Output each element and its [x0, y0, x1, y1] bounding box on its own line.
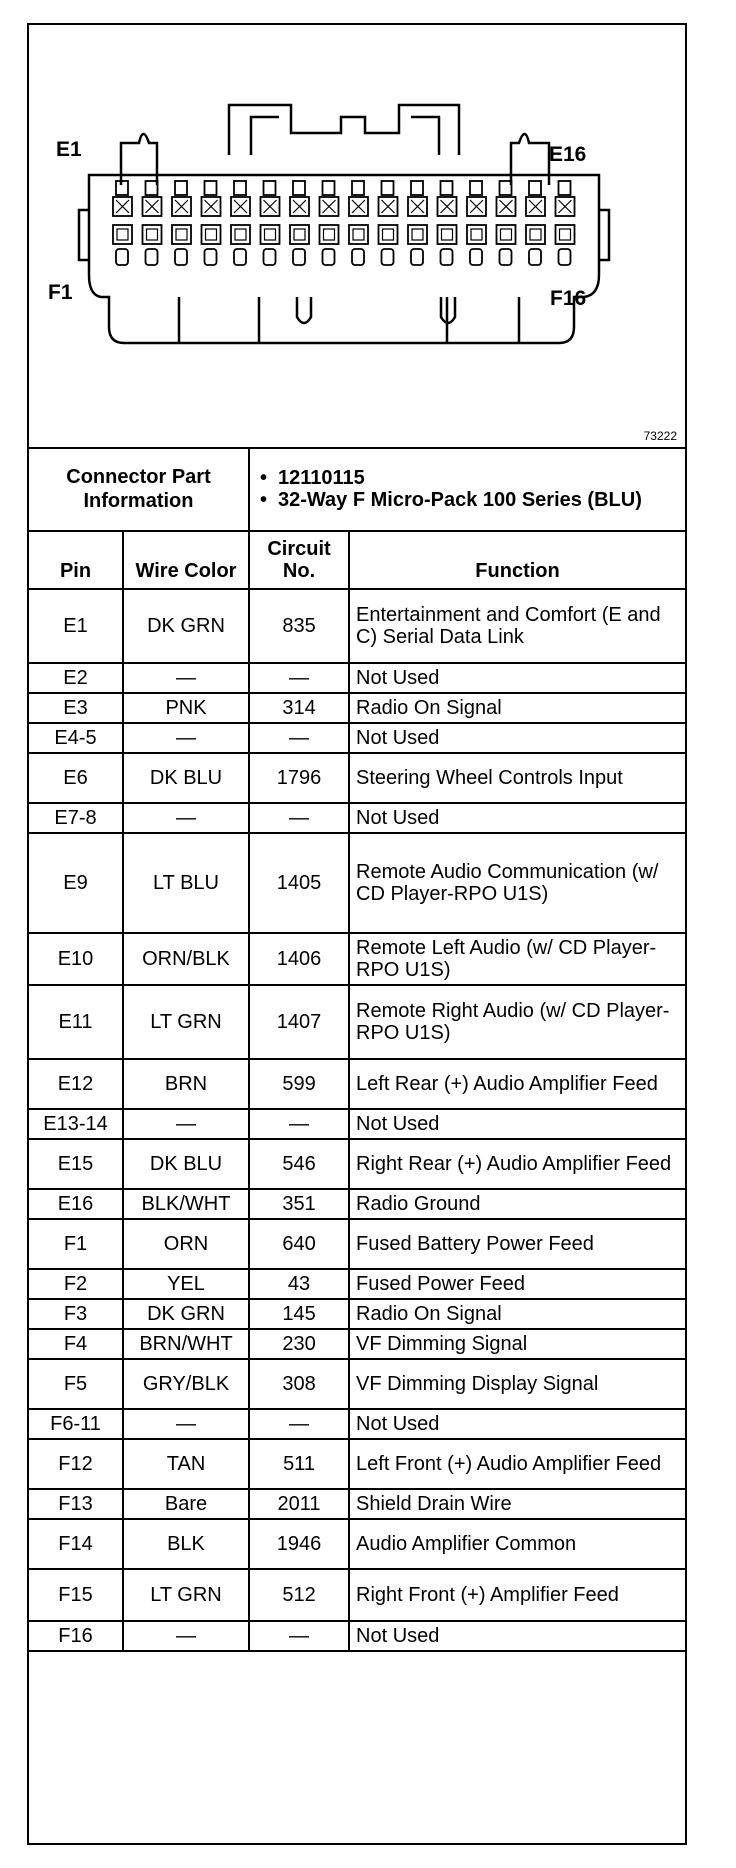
- function-cell: Shield Drain Wire: [349, 1489, 685, 1519]
- pin-cell: E10: [29, 933, 123, 985]
- wire-color-cell: —: [123, 803, 249, 833]
- terminal-tab: [234, 181, 246, 195]
- terminal-bottom-tab: [500, 249, 512, 265]
- wire-color-cell: ORN: [123, 1219, 249, 1269]
- circuit-cell: 314: [249, 693, 349, 723]
- terminal-e-mark: [352, 200, 365, 213]
- pin-cell: E15: [29, 1139, 123, 1189]
- terminal-e-mark: [470, 200, 483, 213]
- table-row: [29, 723, 685, 753]
- function-cell: Not Used: [349, 1621, 685, 1651]
- header-wire-color: Wire Color: [123, 531, 249, 589]
- wire-color-cell: DK GRN: [123, 1299, 249, 1329]
- terminal-f: [526, 225, 545, 244]
- terminal-f: [467, 225, 486, 244]
- terminal-e-mark: [411, 200, 424, 213]
- circuit-cell: 1407: [249, 985, 349, 1059]
- circuit-cell: —: [249, 803, 349, 833]
- terminal-bottom-tab: [264, 249, 276, 265]
- wire-color-cell: DK GRN: [123, 589, 249, 663]
- terminal-tab: [411, 181, 423, 195]
- function-cell: VF Dimming Display Signal: [349, 1359, 685, 1409]
- circuit-cell: 351: [249, 1189, 349, 1219]
- terminal-tab: [146, 181, 158, 195]
- wire-color-cell: YEL: [123, 1269, 249, 1299]
- circuit-cell: —: [249, 1409, 349, 1439]
- wire-color-cell: —: [123, 663, 249, 693]
- function-cell: Radio Ground: [349, 1189, 685, 1219]
- terminal-tab: [500, 181, 512, 195]
- table-row: [29, 1359, 685, 1409]
- function-cell: Entertainment and Comfort (E and C) Serial Data Link: [349, 589, 685, 663]
- table-row: [29, 663, 685, 693]
- terminal-tab: [264, 181, 276, 195]
- connector-diagram: [29, 25, 685, 449]
- terminal-f-mark: [294, 229, 305, 240]
- terminal-f: [261, 225, 280, 244]
- terminal-f-mark: [412, 229, 423, 240]
- circuit-cell: 1406: [249, 933, 349, 985]
- connector-side-tab-left: [79, 210, 89, 260]
- wire-color-cell: —: [123, 1109, 249, 1139]
- wire-color-cell: —: [123, 723, 249, 753]
- terminal-f: [202, 225, 221, 244]
- pin-cell: E2: [29, 663, 123, 693]
- wire-color-cell: DK BLU: [123, 1139, 249, 1189]
- terminal-e-mark: [382, 200, 395, 213]
- wire-color-cell: LT GRN: [123, 1569, 249, 1621]
- function-cell: Fused Battery Power Feed: [349, 1219, 685, 1269]
- pin-cell: E1: [29, 589, 123, 663]
- terminal-bottom-tab: [205, 249, 217, 265]
- table-row: [29, 803, 685, 833]
- circuit-cell: 145: [249, 1299, 349, 1329]
- terminal-bottom-tab: [323, 249, 335, 265]
- function-cell: Left Rear (+) Audio Amplifier Feed: [349, 1059, 685, 1109]
- terminal-bottom-tab: [146, 249, 158, 265]
- terminal-e-mark: [116, 200, 129, 213]
- pinout-table: [29, 447, 685, 1652]
- wire-color-cell: BRN/WHT: [123, 1329, 249, 1359]
- pin-cell: F4: [29, 1329, 123, 1359]
- table-row: [29, 985, 685, 1059]
- label-f16: F16: [550, 287, 587, 310]
- wire-color-cell: ORN/BLK: [123, 933, 249, 985]
- terminal-f-mark: [147, 229, 158, 240]
- terminal-e-mark: [175, 200, 188, 213]
- connector-key-left: [297, 297, 311, 323]
- terminal-e-mark: [500, 200, 513, 213]
- pin-cell: F15: [29, 1569, 123, 1621]
- table-row: [29, 833, 685, 933]
- terminal-tab: [470, 181, 482, 195]
- terminal-e-mark: [441, 200, 454, 213]
- label-e1: E1: [56, 138, 82, 161]
- function-cell: Fused Power Feed: [349, 1269, 685, 1299]
- circuit-cell: —: [249, 1621, 349, 1651]
- function-cell: Remote Left Audio (w/ CD Player-RPO U1S): [349, 933, 685, 985]
- pin-cell: E6: [29, 753, 123, 803]
- connector-body: [89, 175, 599, 343]
- circuit-cell: 43: [249, 1269, 349, 1299]
- terminal-f: [290, 225, 309, 244]
- table-row: [29, 1519, 685, 1569]
- terminal-f: [556, 225, 575, 244]
- function-cell: Left Front (+) Audio Amplifier Feed: [349, 1439, 685, 1489]
- terminal-f-mark: [530, 229, 541, 240]
- terminal-bottom-tab: [352, 249, 364, 265]
- terminal-tab: [323, 181, 335, 195]
- terminal-f-mark: [383, 229, 394, 240]
- function-cell: Radio On Signal: [349, 693, 685, 723]
- connector-side-tab-right: [599, 210, 609, 260]
- terminal-bottom-tab: [411, 249, 423, 265]
- circuit-cell: —: [249, 663, 349, 693]
- terminal-f: [113, 225, 132, 244]
- connector-description: • 32-Way F Micro-Pack 100 Series (BLU): [260, 489, 675, 511]
- wire-color-cell: DK BLU: [123, 753, 249, 803]
- circuit-cell: 640: [249, 1219, 349, 1269]
- header-row: [29, 531, 685, 589]
- connector-center-block: [259, 297, 447, 343]
- circuit-cell: 511: [249, 1439, 349, 1489]
- table-row: [29, 1621, 685, 1651]
- connector-info-items: [249, 447, 685, 531]
- connector-latch: [229, 105, 459, 155]
- terminal-e-mark: [264, 200, 277, 213]
- circuit-cell: —: [249, 723, 349, 753]
- terminal-tab: [529, 181, 541, 195]
- pin-cell: E16: [29, 1189, 123, 1219]
- function-cell: Not Used: [349, 723, 685, 753]
- terminal-f-mark: [560, 229, 571, 240]
- terminal-tab: [352, 181, 364, 195]
- connector-info-row: [29, 447, 685, 531]
- circuit-cell: —: [249, 1109, 349, 1139]
- terminal-bottom-tab: [234, 249, 246, 265]
- label-e16: E16: [549, 143, 587, 166]
- connector-drawing: [29, 25, 685, 445]
- terminal-cavities: [113, 181, 575, 265]
- function-cell: Not Used: [349, 1409, 685, 1439]
- terminal-f: [320, 225, 339, 244]
- terminal-f: [172, 225, 191, 244]
- connector-latch-inner-left: [251, 117, 279, 155]
- table-row: [29, 1409, 685, 1439]
- terminal-f-mark: [235, 229, 246, 240]
- table-row: [29, 1189, 685, 1219]
- table-row: [29, 1059, 685, 1109]
- terminal-f-mark: [206, 229, 217, 240]
- wire-color-cell: BLK/WHT: [123, 1189, 249, 1219]
- terminal-bottom-tab: [116, 249, 128, 265]
- pin-cell: E9: [29, 833, 123, 933]
- wire-color-cell: BRN: [123, 1059, 249, 1109]
- function-cell: Not Used: [349, 1109, 685, 1139]
- terminal-e-mark: [293, 200, 306, 213]
- terminal-bottom-tab: [559, 249, 571, 265]
- terminal-tab: [175, 181, 187, 195]
- pin-cell: F12: [29, 1439, 123, 1489]
- terminal-tab: [441, 181, 453, 195]
- circuit-cell: 1946: [249, 1519, 349, 1569]
- wire-color-cell: Bare: [123, 1489, 249, 1519]
- header-circuit: Circuit No.: [249, 531, 349, 589]
- terminal-f-mark: [501, 229, 512, 240]
- terminal-bottom-tab: [441, 249, 453, 265]
- terminal-bottom-tab: [382, 249, 394, 265]
- terminal-bottom-tab: [470, 249, 482, 265]
- pin-cell: E4-5: [29, 723, 123, 753]
- connector-part-number: • 12110115: [260, 467, 675, 489]
- connector-ear-right: [511, 134, 549, 185]
- terminal-e-mark: [559, 200, 572, 213]
- function-cell: Not Used: [349, 663, 685, 693]
- terminal-f: [143, 225, 162, 244]
- terminal-f-mark: [265, 229, 276, 240]
- wire-color-cell: GRY/BLK: [123, 1359, 249, 1409]
- table-row: [29, 1569, 685, 1621]
- terminal-tab: [205, 181, 217, 195]
- circuit-cell: 1796: [249, 753, 349, 803]
- function-cell: Radio On Signal: [349, 1299, 685, 1329]
- pin-cell: F6-11: [29, 1409, 123, 1439]
- table-row: [29, 693, 685, 723]
- table-row: [29, 1329, 685, 1359]
- circuit-cell: 512: [249, 1569, 349, 1621]
- wire-color-cell: BLK: [123, 1519, 249, 1569]
- pin-cell: E12: [29, 1059, 123, 1109]
- wire-color-cell: LT BLU: [123, 833, 249, 933]
- wire-color-cell: PNK: [123, 693, 249, 723]
- table-row: [29, 933, 685, 985]
- function-cell: Audio Amplifier Common: [349, 1519, 685, 1569]
- terminal-e-mark: [234, 200, 247, 213]
- circuit-cell: 230: [249, 1329, 349, 1359]
- function-cell: Right Rear (+) Audio Amplifier Feed: [349, 1139, 685, 1189]
- pin-cell: E13-14: [29, 1109, 123, 1139]
- table-row: [29, 1489, 685, 1519]
- table-row: [29, 1139, 685, 1189]
- header-pin: Pin: [29, 531, 123, 589]
- figure-number: 73222: [643, 429, 677, 443]
- function-cell: Steering Wheel Controls Input: [349, 753, 685, 803]
- wire-color-cell: LT GRN: [123, 985, 249, 1059]
- terminal-f-mark: [117, 229, 128, 240]
- label-f1: F1: [48, 281, 73, 304]
- terminal-f-mark: [176, 229, 187, 240]
- table-row: [29, 753, 685, 803]
- function-cell: Right Front (+) Amplifier Feed: [349, 1569, 685, 1621]
- terminal-f-mark: [442, 229, 453, 240]
- terminal-e-mark: [146, 200, 159, 213]
- function-cell: Not Used: [349, 803, 685, 833]
- wire-color-cell: —: [123, 1409, 249, 1439]
- terminal-f-mark: [353, 229, 364, 240]
- terminal-tab: [382, 181, 394, 195]
- terminal-tab: [293, 181, 305, 195]
- terminal-e-mark: [323, 200, 336, 213]
- circuit-cell: 308: [249, 1359, 349, 1409]
- table-row: [29, 1109, 685, 1139]
- terminal-f: [231, 225, 250, 244]
- table-row: [29, 1269, 685, 1299]
- circuit-cell: 835: [249, 589, 349, 663]
- connector-latch-inner-right: [411, 117, 439, 155]
- pin-cell: E11: [29, 985, 123, 1059]
- terminal-tab: [559, 181, 571, 195]
- table-row: [29, 1439, 685, 1489]
- pin-cell: F5: [29, 1359, 123, 1409]
- circuit-cell: 599: [249, 1059, 349, 1109]
- pin-cell: F16: [29, 1621, 123, 1651]
- circuit-cell: 2011: [249, 1489, 349, 1519]
- pin-cell: E3: [29, 693, 123, 723]
- pin-cell: F2: [29, 1269, 123, 1299]
- connector-info-label: Connector Part Information: [29, 447, 249, 531]
- terminal-f: [408, 225, 427, 244]
- function-cell: Remote Audio Communication (w/ CD Player-RPO U1S): [349, 833, 685, 933]
- header-function: Function: [349, 531, 685, 589]
- terminal-f: [349, 225, 368, 244]
- terminal-bottom-tab: [529, 249, 541, 265]
- table-row: [29, 589, 685, 663]
- table-row: [29, 1299, 685, 1329]
- terminal-f: [497, 225, 516, 244]
- terminal-bottom-tab: [175, 249, 187, 265]
- pin-cell: F3: [29, 1299, 123, 1329]
- terminal-f-mark: [324, 229, 335, 240]
- terminal-f: [438, 225, 457, 244]
- terminal-bottom-tab: [293, 249, 305, 265]
- wire-color-cell: TAN: [123, 1439, 249, 1489]
- wire-color-cell: —: [123, 1621, 249, 1651]
- pin-cell: F13: [29, 1489, 123, 1519]
- connector-ear-left: [121, 134, 157, 185]
- terminal-f-mark: [471, 229, 482, 240]
- pin-cell: F1: [29, 1219, 123, 1269]
- pin-cell: E7-8: [29, 803, 123, 833]
- function-cell: Remote Right Audio (w/ CD Player-RPO U1S): [349, 985, 685, 1059]
- circuit-cell: 546: [249, 1139, 349, 1189]
- terminal-f: [379, 225, 398, 244]
- terminal-e-mark: [205, 200, 218, 213]
- function-cell: VF Dimming Signal: [349, 1329, 685, 1359]
- circuit-cell: 1405: [249, 833, 349, 933]
- connector-sheet: [27, 23, 687, 1845]
- terminal-e-mark: [529, 200, 542, 213]
- table-row: [29, 1219, 685, 1269]
- pin-cell: F14: [29, 1519, 123, 1569]
